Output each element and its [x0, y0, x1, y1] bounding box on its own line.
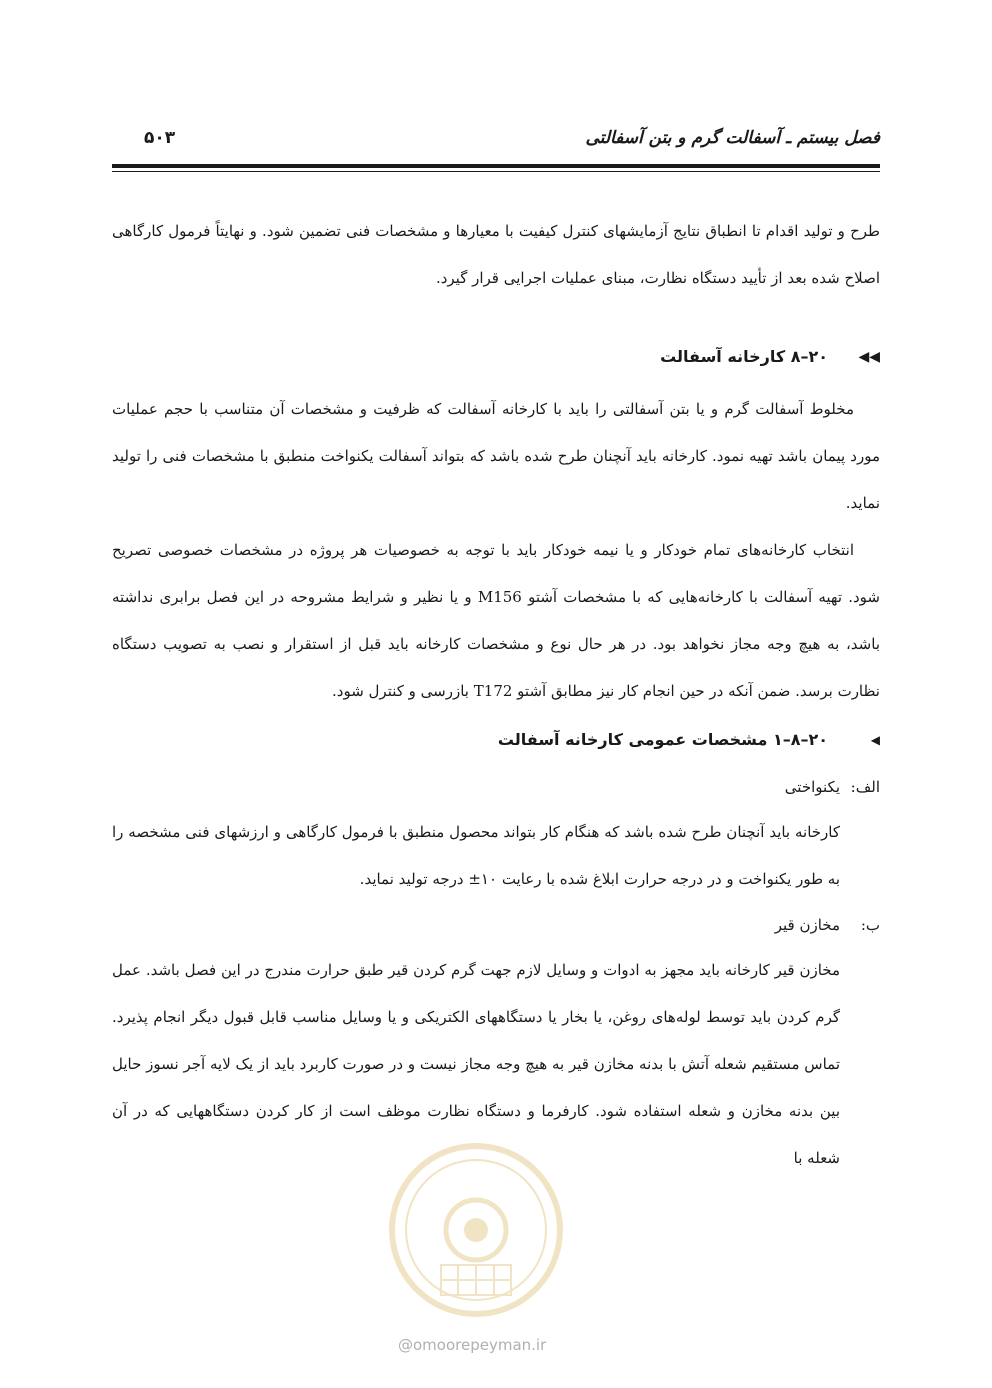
item-marker-a: الف:	[850, 778, 880, 796]
page-number: ۵۰۳	[144, 128, 176, 148]
item-text-a: کارخانه باید آنچنان طرح شده باشد که هنگام کار بتواند محصول منطبق با فرمول کارگاهی و ارزشهای فنی مشخصه را به طور یکنواخت و در درجه حرارت ابلاغ شده با رعایت ۱۰± درجه تولید نماید.	[112, 823, 840, 888]
section-heading-text: ۲۰–۸ کارخانه آسفالت	[660, 347, 828, 366]
subsection-heading-text: ۲۰–۸–۱ مشخصات عمومی کارخانه آسفالت	[497, 730, 828, 749]
page-content	[112, 208, 880, 1182]
subsection-heading	[112, 715, 880, 765]
section-paragraph-2: انتخاب کارخانه‌های تمام خودکار و یا نیمه خودکار باید با توجه به خصوصیات هر پروژه در مشخصات خصوصی تصریح شود. تهیه آسفالت با کارخانه‌هایی که با مشخصات آشتو M156 و یا نظیر و شرایط مشروحه در این فصل برابری نداشته باشد، به هیچ وجه مجاز نخواهد بود. در هر حال نوع و مشخصات کارخانه باید قبل از استقرار و نصب به تصویب دستگاه نظارت برسد. ضمن آنکه در حین انجام کار نیز مطابق آشتو T172 بازرسی و کنترل شود.	[112, 541, 880, 700]
header-rule-thick	[112, 164, 880, 168]
item-text-b: مخازن قیر کارخانه باید مجهز به ادوات و وسایل لازم جهت گرم کردن قیر طبق حرارت مندرج در این فصل باشد. عمل گرم کردن باید توسط لوله‌های روغن، یا بخار یا دستگاههای الکتریکی و یا وسایل مناسب قابل قبول دیگر انجام پذیرد. تماس مستقیم شعله آتش با بدنه مخازن قیر به هیچ وجه مجاز نیست و در صورت کاربرد باید از یک لایه آجر نسوز حایل بین بدنه مخازن و شعله استفاده شود. کارفرما و دستگاه نظارت موظف است از کار کردن دستگاههایی که در آن شعله با	[112, 961, 840, 1167]
intro-paragraph: طرح و تولید اقدام تا انطباق نتایج آزمایشهای کنترل کیفیت با معیارها و مشخصات فنی تضمین شود. و نهایتاً فرمول کارگاهی اصلاح شده بعد از تأیید دستگاه نظارت، مبنای عملیات اجرایی قرار گیرد.	[112, 222, 880, 287]
item-title-b: مخازن قیر	[774, 916, 840, 934]
double-arrow-bullet-icon: ◀◀	[858, 349, 880, 365]
item-label-a	[112, 765, 880, 809]
arrow-bullet-icon: ◀	[870, 733, 880, 747]
item-marker-b: ب:	[860, 916, 880, 934]
item-label-b	[112, 903, 880, 947]
section-paragraph-1: مخلوط آسفالت گرم و یا بتن آسفالتی را باید با کارخانه آسفالت که ظرفیت و مشخصات آن متناسب با حجم عملیات مورد پیمان باشد تهیه نمود. کارخانه باید آنچنان طرح شده باشد که بتواند آسفالت یکنواخت منطبق با مشخصات فنی را تولید نماید.	[112, 400, 880, 512]
header-rule-thin	[112, 171, 880, 172]
publisher-seal-icon	[386, 1140, 566, 1320]
footer-watermark-url: @omoorepeyman.ir	[398, 1336, 547, 1354]
section-heading	[112, 328, 880, 386]
item-title-a: یکنواختی	[784, 778, 840, 796]
chapter-title: فصل بیستم ـ آسفالت گرم و بتن آسفالتی	[585, 128, 880, 148]
